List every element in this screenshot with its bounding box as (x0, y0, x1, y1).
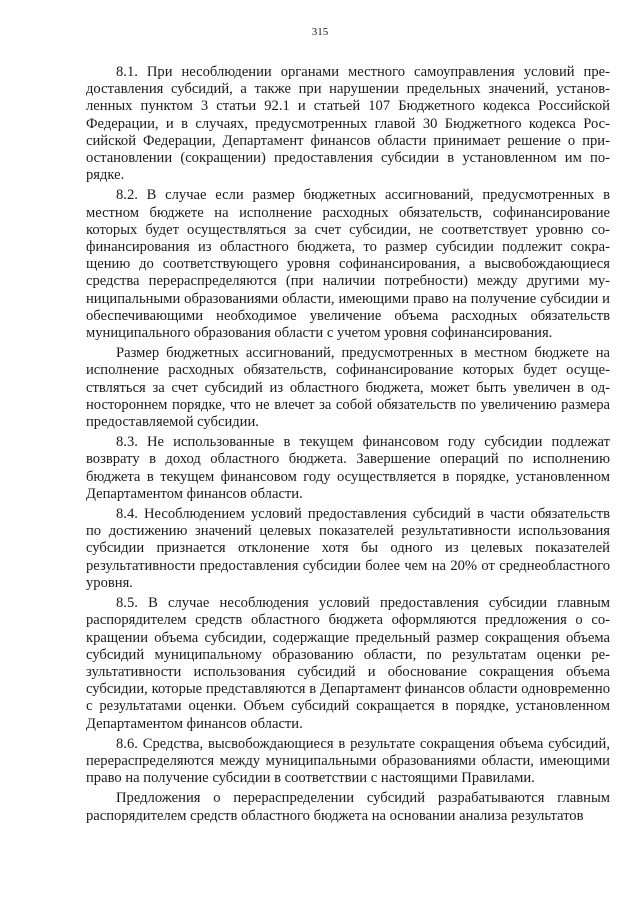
body-text (86, 64, 610, 827)
paragraph-8-6-continued: Предложения о перераспределении субсидий разрабатываются главным распорядителем средств областного бюджета на основании анализа результатов (86, 790, 610, 824)
paragraph-8-6: 8.6. Средства, высвобождающиеся в результате сокращения объема субсидий, перераспределяются между муниципальными образованиями области, имеющими право на получение субсидии в соответствии с настоящими Правилами. (86, 735, 610, 787)
paragraph-8-2-continued: Размер бюджетных ассигнований, предусмотренных в местном бюджете на исполнение расходных обязательств, софинансирование которых будет осуществляться за счет субсидий из областного бюджета, может быть увеличен в одностороннем порядке, что не влечет за собой обязательств по увеличению размера предоставляемой субсидии. (86, 345, 610, 431)
paragraph-8-4: 8.4. Несоблюдением условий предоставления субсидий в части обязательств по достижению значений целевых показателей результативности использования субсидии признается отклонение хотя бы одного из целевых показателей результативности предоставления субсидии более чем на 20% от среднеобластного уровня. (86, 506, 610, 591)
paragraph-8-5: 8.5. В случае несоблюдения условий предоставления субсидии главным распорядителем средств областного бюджета оформляются предложения о сокращении объема субсидии, содержащие предельный размер сокращения объема субсидий муниципальному образованию области, по результатам оценки результативности использования субсидий и обоснование сокращения объема субсидии, которые представляются в Департамент финансов области одновременно с результатами оценки. Объем субсидий сокращается в порядке, установленном Департаментом финансов области. (86, 595, 610, 732)
page-number: 315 (311, 26, 329, 38)
paragraph-8-2: 8.2. В случае если размер бюджетных ассигнований, предусмотренных в местном бюджете на исполнение расходных обязательств, софинансирование которых будет осуществляться за счет субсидии, не соответствует уровню софинансирования из областного бюджета, то размер субсидии подлежит сокращению до соответствующего уровня софинансирования, а высвобождающиеся средства перераспределяются (при наличии потребности) между другими муниципальными образованиями области, имеющими право на получение субсидии и обеспечивающими необходимое увеличение объема расходных обязательств муниципального образования области с учетом уровня софинансирования. (86, 187, 610, 342)
paragraph-8-3: 8.3. Не использованные в текущем финансовом году субсидии подлежат возврату в доход областного бюджета. Завершение операций по исполнению бюджета в текущем финансовом году осуществляется в порядке, установленном Департаментом финансов области. (86, 434, 610, 502)
paragraph-8-1: 8.1. При несоблюдении органами местного самоуправления условий предоставления субсидий, а также при нарушении предельных значений, установленных пунктом 3 статьи 92.1 и статьей 107 Бюджетного кодекса Российской Федерации, и в случаях, предусмотренных главой 30 Бюджетного кодекса Российской Федерации, Департамент финансов области принимает решение о приостановлении (сокращении) предоставления субсидии в установленном им порядке. (86, 64, 610, 184)
